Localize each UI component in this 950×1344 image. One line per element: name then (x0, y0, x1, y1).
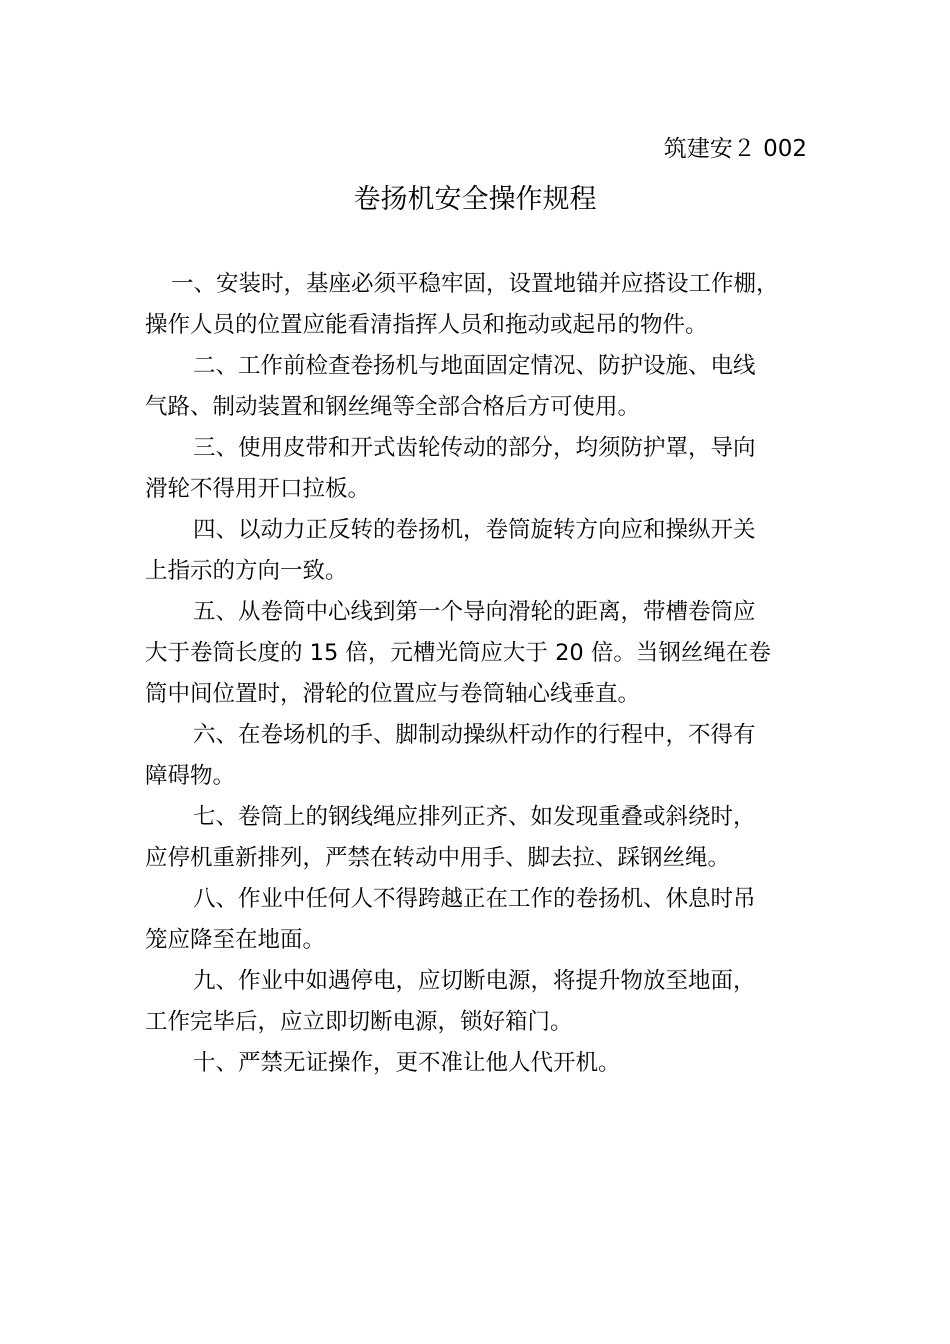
clause-line: 笼应降至在地面。 (145, 927, 326, 953)
clause-1 (145, 264, 813, 346)
document-code: 筑建安２ 002 (663, 136, 807, 162)
clause-4 (145, 510, 813, 592)
clause-line: 八、作业中任何人不得跨越正在工作的卷扬机、休息时吊 (193, 886, 756, 912)
clause-line: 上指示的方向一致。 (145, 558, 348, 584)
clause-line: 五、从卷筒中心线到第一个导向滑轮的距离，带槽卷筒应 (193, 599, 756, 625)
clause-line: 一、安装时，基座必须平稳牢固，设置地锚并应搭设工作棚， (171, 271, 779, 297)
clause-line: 大于卷筒长度的 15 倍，元槽光筒应大于 20 倍。当钢丝绳在卷 (145, 640, 771, 666)
clause-line: 十、严禁无证操作，更不准让他人代开机。 (193, 1050, 621, 1076)
clause-line: 应停机重新排列，严禁在转动中用手、脚去拉、踩钢丝绳。 (145, 845, 731, 871)
clause-line: 四、以动力正反转的卷扬机，卷筒旋转方向应和操纵开关 (193, 517, 756, 543)
clause-line: 筒中间位置时，滑轮的位置应与卷筒轴心线垂直。 (145, 681, 641, 707)
clause-9 (145, 961, 813, 1043)
clause-line: 工作完毕后，应立即切断电源，锁好箱门。 (145, 1009, 573, 1035)
document-title: 卷扬机安全操作规程 (353, 184, 597, 215)
clause-3 (145, 428, 813, 510)
clause-line: 九、作业中如遇停电，应切断电源，将提升物放至地面， (193, 968, 756, 994)
clause-line: 三、使用皮带和开式齿轮传动的部分，均须防护罩，导向 (193, 435, 756, 461)
clause-8 (145, 879, 813, 961)
clause-line: 操作人员的位置应能看清指挥人员和拖动或起吊的物件。 (145, 312, 708, 338)
clause-2 (145, 346, 813, 428)
clause-line: 障碍物。 (145, 763, 236, 789)
clause-line: 六、在卷场机的手、脚制动操纵杆动作的行程中，不得有 (193, 722, 756, 748)
clause-line: 滑轮不得用开口拉板。 (145, 476, 371, 502)
clause-line: 二、工作前检查卷扬机与地面固定情况、防护设施、电线 (193, 353, 756, 379)
clause-5 (145, 592, 813, 715)
clause-10 (145, 1043, 813, 1084)
clause-line: 气路、制动装置和钢丝绳等全部合格后方可使用。 (145, 394, 641, 420)
clause-line: 七、卷筒上的钢线绳应排列正齐、如发现重叠或斜绕时， (193, 804, 756, 830)
clause-6 (145, 715, 813, 797)
clause-list (145, 264, 813, 1084)
clause-7 (145, 797, 813, 879)
